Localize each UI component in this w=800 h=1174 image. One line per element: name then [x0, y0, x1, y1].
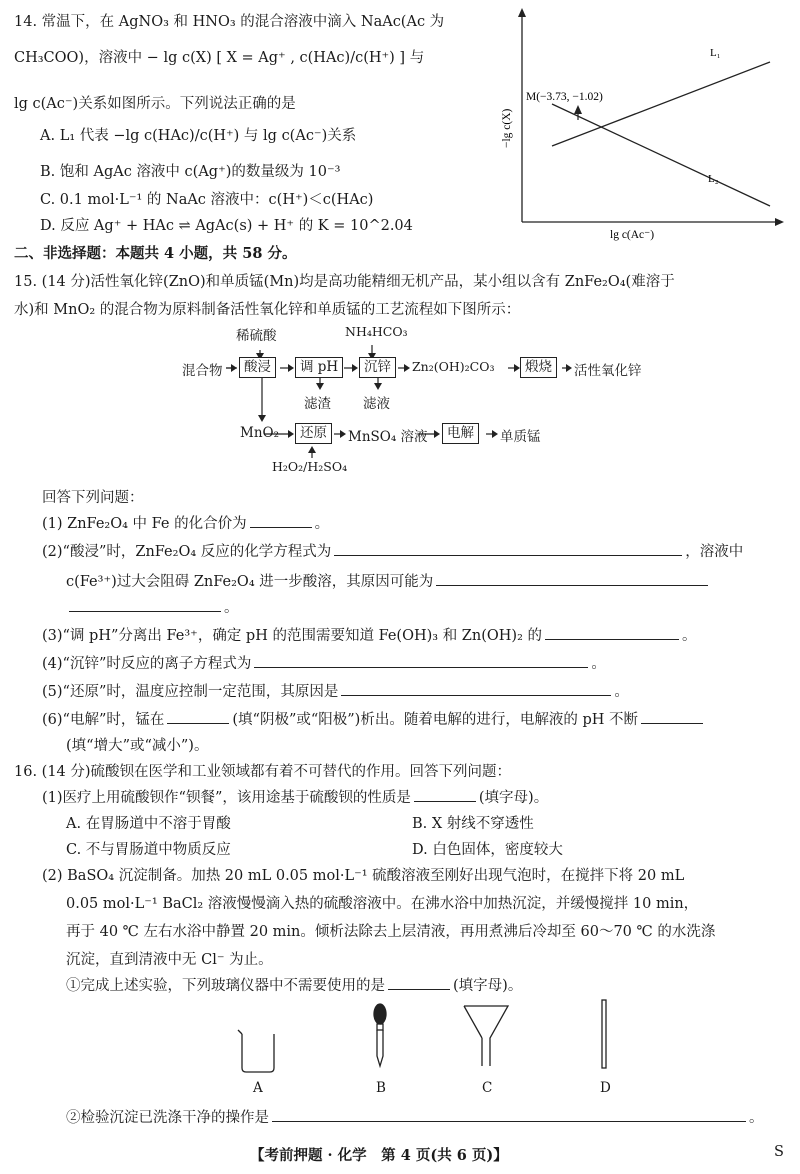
flow-box-zinc-precip: 沉锌 [359, 357, 396, 378]
q14-option-d: D. 反应 Ag⁺ + HAc ⇌ AgAc(s) + H⁺ 的 K = 10^2.04 [40, 218, 413, 234]
q16-option-b: B. X 射线不穿透性 [412, 816, 534, 832]
flow-filtrate: 滤液 [363, 396, 390, 412]
flow-product-mn: 单质锰 [500, 429, 541, 445]
funnel-c-icon [464, 1006, 508, 1066]
q16-sub2-end: 。 [749, 1110, 764, 1126]
q15-part6-line1 [42, 708, 706, 729]
q15-part6-line2: (填“增大”或“减小”)。 [66, 738, 209, 754]
q14-line3: lg c(Ac⁻)关系如图所示。下列说法正确的是 [14, 96, 296, 112]
q15-part1-text: (1) ZnFe₂O₄ 中 Fe 的化合价为 [42, 516, 247, 532]
q16-part1-blank[interactable] [414, 800, 476, 802]
page-footer: 【考前押题 · 化学 第 4 页(共 6 页)】 [250, 1147, 508, 1164]
q14-graph [501, 8, 784, 241]
q16-sub2-text: ②检验沉淀已洗涤干净的操作是 [66, 1110, 269, 1126]
q15-part1-end: 。 [314, 516, 330, 532]
apparatus-label-b: B [376, 1080, 386, 1096]
q15-part3 [42, 624, 697, 645]
flow-reagent-nh4hco3: NH₄HCO₃ [345, 324, 408, 339]
page-mark: S [774, 1144, 784, 1160]
q16-part1-tail: (填字母)。 [478, 790, 549, 806]
q16-option-a: A. 在胃肠道中不溶于胃酸 [66, 816, 231, 832]
q15-part2-line2 [66, 570, 711, 591]
q15-part2-blank-reason-cont[interactable] [69, 610, 221, 612]
q15-part3-blank[interactable] [545, 638, 679, 640]
q15-part6-text-b: (填“阴极”或“阳极”)析出。随着电解的进行，电解液的 pH 不断 [232, 712, 638, 728]
q16-option-d: D. 白色固体，密度较大 [412, 842, 563, 858]
q15-part3-end: 。 [682, 628, 697, 644]
q16-part2-line2: 0.05 mol·L⁻¹ BaCl₂ 溶液慢慢滴入热的硫酸溶液中。在沸水浴中加热沉淀，并缓慢搅拌 10 min， [66, 896, 699, 912]
section-2-heading: 二、非选择题：本题共 4 小题，共 58 分。 [14, 245, 297, 262]
q16-sub1-blank[interactable] [388, 988, 450, 990]
q15-intro-line2: 水)和 MnO₂ 的混合物为原料制备活性氧化锌和单质锰的工艺流程如下图所示： [14, 302, 521, 318]
graph-point-label: M(−3.73, −1.02) [526, 91, 603, 103]
beaker-a-icon [242, 1034, 274, 1072]
q16-part2-line4: 沉淀，直到清液中无 Cl⁻ 为止。 [66, 952, 273, 968]
flow-mnso4-solution: MnSO₄ 溶液 [348, 429, 428, 445]
flow-box-calcine: 煅烧 [520, 357, 557, 378]
q15-part1-blank[interactable] [250, 526, 312, 528]
dropper-b-icon [374, 1004, 386, 1024]
q15-part4-blank[interactable] [254, 666, 588, 668]
q16-sub2-blank[interactable] [272, 1120, 746, 1122]
q15-part2-blank-reason[interactable] [436, 584, 708, 586]
graph-label-l2: L₂ [708, 173, 719, 185]
flow-box-acid-leach: 酸浸 [239, 357, 276, 378]
q16-part1 [42, 786, 548, 807]
glass-rod-d-icon [602, 1000, 606, 1068]
q16-part2-line1: (2) BaSO₄ 沉淀制备。加热 20 mL 0.05 mol·L⁻¹ 硫酸溶液至刚好出现气泡时，在搅拌下将 20 mL [42, 868, 685, 884]
q16-option-c: C. 不与胃肠道中物质反应 [66, 842, 231, 858]
apparatus-label-d: D [600, 1080, 611, 1096]
q16-part1-text: (1)医疗上用硫酸钡作“钡餐”，该用途基于硫酸钡的性质是 [42, 790, 411, 806]
flow-product-zno: 活性氧化锌 [574, 363, 642, 379]
q15-part4-end: 。 [591, 656, 606, 672]
graph-y-arrow [518, 8, 526, 17]
flow-reagent-dilute-h2so4: 稀硫酸 [236, 328, 277, 344]
q15-part2-blank-equation[interactable] [334, 554, 682, 556]
q16-sub1-tail: (填字母)。 [453, 978, 523, 994]
q14-option-a: A. L₁ 代表 −lg c(HAc)/c(H⁺) 与 lg c(Ac⁻)关系 [40, 128, 357, 144]
q16-part2-line3: 再于 40 ℃ 左右水浴中静置 20 min。倾析法除去上层清液，再用煮沸后冷却至 60～70 ℃ 的水洗涤 [66, 924, 716, 940]
flow-box-electrolysis: 电解 [442, 423, 479, 444]
q15-flow-arrows [0, 320, 800, 480]
q15-part3-text: (3)“调 pH”分离出 Fe³⁺，确定 pH 的范围需要知道 Fe(OH)₃ 和 Zn(OH)₂ 的 [42, 628, 542, 644]
q15-part5 [42, 680, 629, 701]
graph-line-l2 [552, 104, 770, 206]
graph-y-label: −lg c(X) [501, 108, 513, 148]
q15-part5-end: 。 [614, 684, 629, 700]
flow-residue: 滤渣 [304, 396, 331, 412]
q16-intro: 16. (14 分)硫酸钡在医学和工业领域都有着不可替代的作用。回答下列问题： [14, 764, 512, 780]
q15-part2-text-c: c(Fe³⁺)过大会阻碍 ZnFe₂O₄ 进一步酸溶，其原因可能为 [66, 574, 434, 590]
q15-part2-end: 。 [224, 600, 239, 616]
q14-line1: 14. 常温下，在 AgNO₃ 和 HNO₃ 的混合溶液中滴入 NaAc(Ac 为 [14, 14, 445, 30]
q15-part6-text-a: (6)“电解”时，锰在 [42, 712, 165, 728]
flow-zn2oh2co3: Zn₂(OH)₂CO₃ [412, 359, 495, 374]
graph-x-arrow [775, 218, 784, 226]
q15-part2-text-a: (2)“酸浸”时，ZnFe₂O₄ 反应的化学方程式为 [42, 544, 332, 560]
q16-sub1-text: ①完成上述实验，下列玻璃仪器中不需要使用的是 [66, 978, 385, 994]
q15-part2-line3 [66, 596, 239, 617]
q14-option-c: C. 0.1 mol·L⁻¹ 的 NaAc 溶液中：c(H⁺)＜c(HAc) [40, 192, 374, 208]
q15-part4-text: (4)“沉锌”时反应的离子方程式为 [42, 656, 252, 672]
q15-part6-blank-ph[interactable] [641, 722, 703, 724]
flow-box-reduce: 还原 [295, 423, 332, 444]
q16-sub1 [66, 974, 522, 995]
q15-part5-blank[interactable] [341, 694, 611, 696]
q15-part4 [42, 652, 606, 673]
q15-answer-prompt: 回答下列问题： [42, 490, 144, 506]
graph-line-l1 [552, 62, 770, 146]
flow-start-mixture: 混合物 [182, 363, 223, 379]
q14-line2: CH₃COO)，溶液中 − lg c(X) [ X = Ag⁺ , c(HAc)/c(H⁺) ] 与 [14, 50, 425, 66]
q15-intro-line1: 15. (14 分)活性氧化锌(ZnO)和单质锰(Mn)均是高功能精细无机产品，某小组以含有 ZnFe₂O₄(难溶于 [14, 274, 675, 290]
q16-sub2 [66, 1106, 764, 1127]
q15-part2-text-b: ，溶液中 [685, 544, 744, 560]
graph-label-l1: L₁ [710, 47, 721, 59]
q16-apparatus [230, 996, 650, 1086]
graph-x-label: lg c(Ac⁻) [610, 229, 655, 241]
q15-part5-text: (5)“还原”时，温度应控制一定范围，其原因是 [42, 684, 339, 700]
q15-part2-line1 [42, 540, 743, 561]
apparatus-label-a: A [253, 1080, 263, 1096]
q14-option-b: B. 饱和 AgAc 溶液中 c(Ag⁺)的数量级为 10⁻³ [40, 164, 341, 180]
apparatus-label-c: C [482, 1080, 493, 1096]
q15-part1 [42, 512, 329, 533]
flow-mno2: MnO₂ [240, 425, 279, 441]
flow-box-adjust-ph: 调 pH [295, 357, 343, 378]
graph-point-arrowhead [574, 105, 582, 114]
q15-part6-blank-electrode[interactable] [167, 722, 229, 724]
flow-reagent-h2o2: H₂O₂/H₂SO₄ [272, 459, 348, 474]
